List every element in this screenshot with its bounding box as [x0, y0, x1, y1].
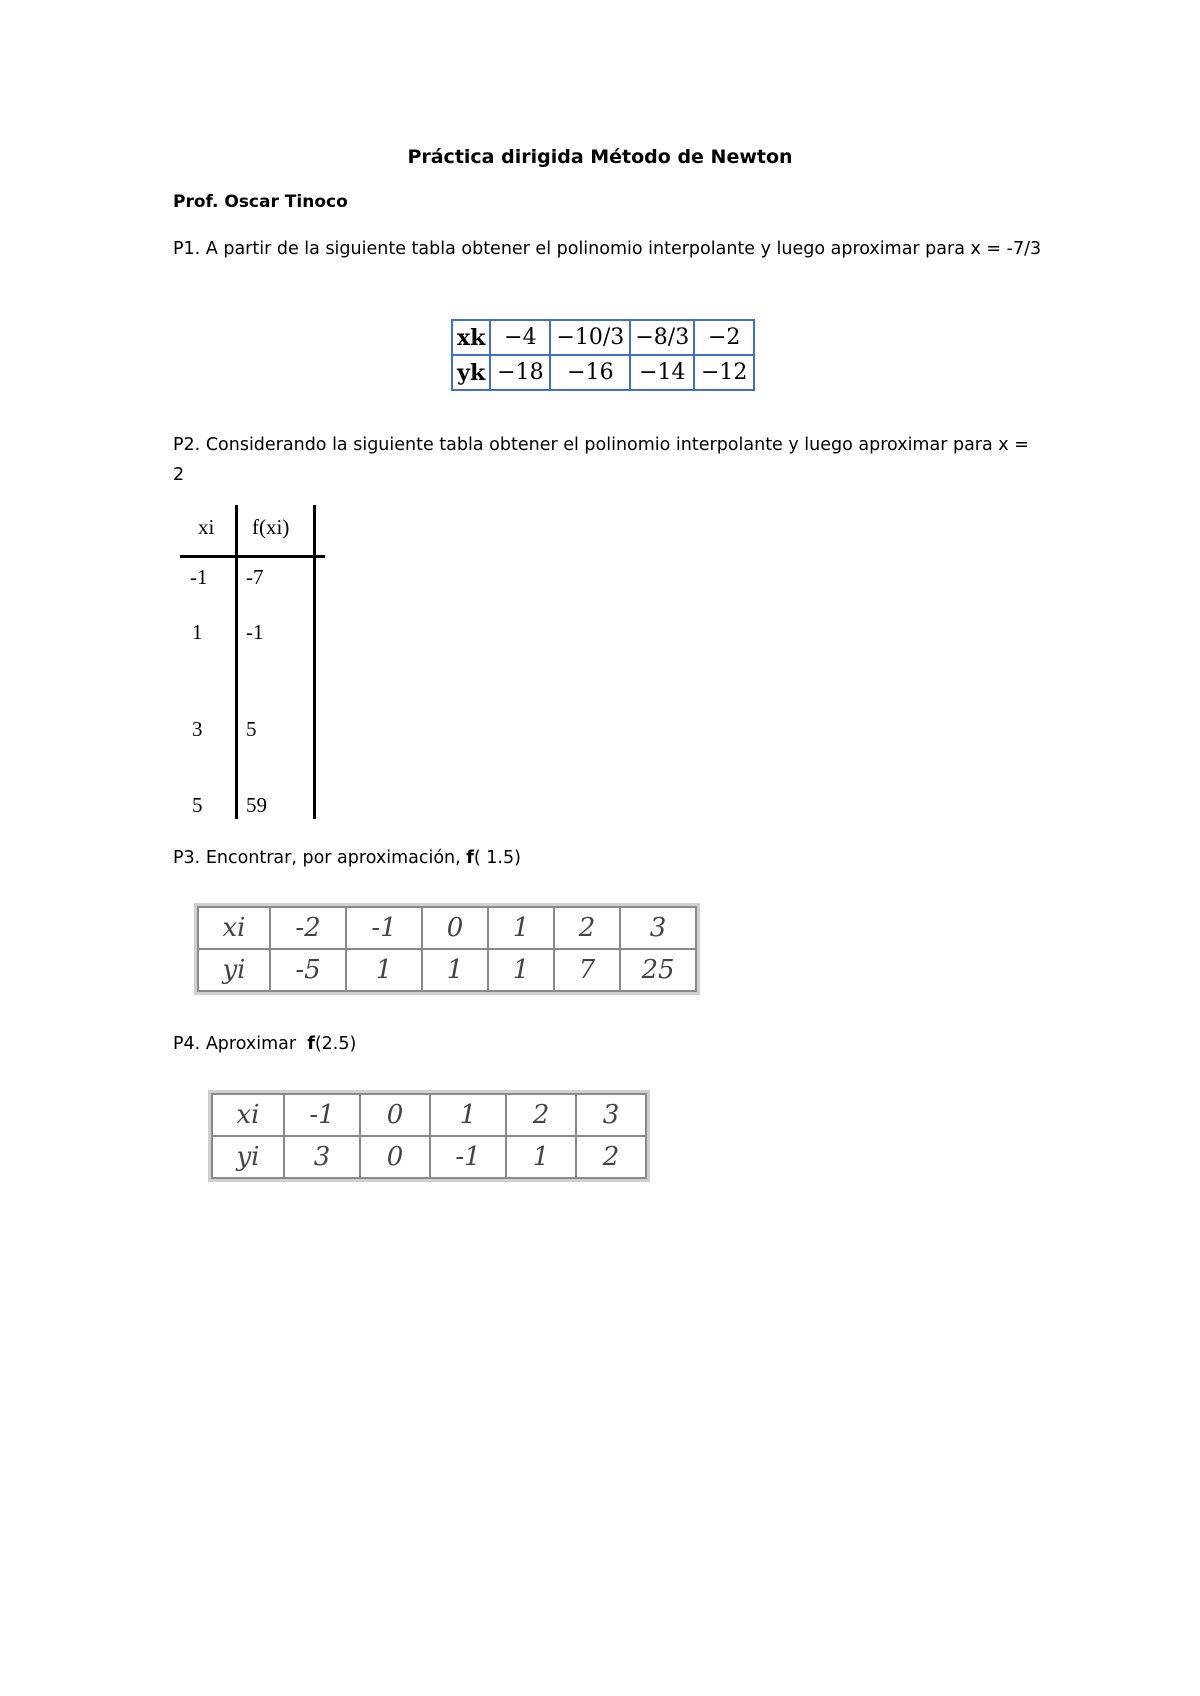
- table-divider: [313, 505, 316, 819]
- table-row: [198, 907, 696, 949]
- table-cell: 0: [360, 1094, 430, 1136]
- table-cell: −12: [694, 355, 754, 390]
- table-cell: 3: [192, 717, 203, 741]
- problem-4-text-a: P4. Aproximar: [173, 1034, 308, 1054]
- problem-4-text-b: f: [307, 1034, 315, 1054]
- table-cell: 0: [422, 907, 488, 949]
- table-header-cell: f(xi): [252, 515, 290, 539]
- problem-3-text-b: f: [466, 848, 474, 868]
- author-line: Prof. Oscar Tinoco: [173, 192, 348, 212]
- table-cell: 3: [576, 1094, 646, 1136]
- table-cell: 2: [554, 907, 620, 949]
- table-cell: −10/3: [550, 320, 630, 355]
- problem-1-table: [451, 319, 755, 391]
- table-header-cell: yi: [198, 949, 270, 991]
- table-cell: 1: [192, 620, 203, 644]
- table-cell: 59: [246, 793, 267, 817]
- table-cell: -5: [270, 949, 346, 991]
- table-cell: −2: [694, 320, 754, 355]
- table-header-cell: yk: [452, 355, 490, 390]
- table-cell: -7: [246, 565, 264, 589]
- table-cell: 0: [360, 1136, 430, 1178]
- problem-3-text-a: P3. Encontrar, por aproximación,: [173, 848, 467, 868]
- table-cell: -1: [246, 620, 264, 644]
- problem-3-table: [197, 906, 697, 992]
- table-cell: -2: [270, 907, 346, 949]
- table-header-cell: xi: [212, 1094, 284, 1136]
- table-cell: 5: [246, 717, 257, 741]
- problem-4-table: [211, 1093, 647, 1179]
- table-cell: −4: [490, 320, 550, 355]
- table-header-cell: yi: [212, 1136, 284, 1178]
- table-cell: 1: [430, 1094, 506, 1136]
- table-row: [452, 355, 754, 390]
- table-cell: 1: [506, 1136, 576, 1178]
- table-cell: −16: [550, 355, 630, 390]
- table-cell: 2: [576, 1136, 646, 1178]
- table-cell: 1: [488, 949, 554, 991]
- table-row: [212, 1136, 646, 1178]
- table-cell: −14: [630, 355, 694, 390]
- problem-2-text: P2. Considerando la siguiente tabla obtener el polinomio interpolante y luego aproximar para x = 2: [173, 435, 1029, 485]
- table-cell: −18: [490, 355, 550, 390]
- problem-4-text-c: (2.5): [314, 1034, 357, 1054]
- table-row: [452, 320, 754, 355]
- problem-4-text: [173, 1029, 1043, 1059]
- table-cell: 7: [554, 949, 620, 991]
- table-header-cell: xk: [452, 320, 490, 355]
- table-row: [198, 949, 696, 991]
- table-divider: [180, 555, 325, 558]
- table-divider: [235, 505, 238, 819]
- table-cell: 1: [346, 949, 422, 991]
- table-cell: -1: [430, 1136, 506, 1178]
- table-cell: 25: [620, 949, 696, 991]
- problem-3-text: [173, 843, 1043, 873]
- problem-3-text-c: ( 1.5): [473, 848, 521, 868]
- table-cell: −8/3: [630, 320, 694, 355]
- page-title: Práctica dirigida Método de Newton: [407, 146, 793, 168]
- table-cell: 3: [620, 907, 696, 949]
- table-cell: 3: [284, 1136, 360, 1178]
- table-cell: 1: [422, 949, 488, 991]
- problem-2-table: [180, 505, 325, 819]
- table-header-cell: xi: [198, 515, 215, 539]
- table-cell: 2: [506, 1094, 576, 1136]
- table-cell: -1: [284, 1094, 360, 1136]
- table-header-cell: xi: [198, 907, 270, 949]
- table-cell: 5: [192, 793, 203, 817]
- table-cell: 1: [488, 907, 554, 949]
- table-row: [212, 1094, 646, 1136]
- table-cell: -1: [346, 907, 422, 949]
- problem-1-text: P1. A partir de la siguiente tabla obtener el polinomio interpolante y luego aproximar para x = -7/3: [173, 239, 1042, 259]
- table-cell: -1: [190, 565, 208, 589]
